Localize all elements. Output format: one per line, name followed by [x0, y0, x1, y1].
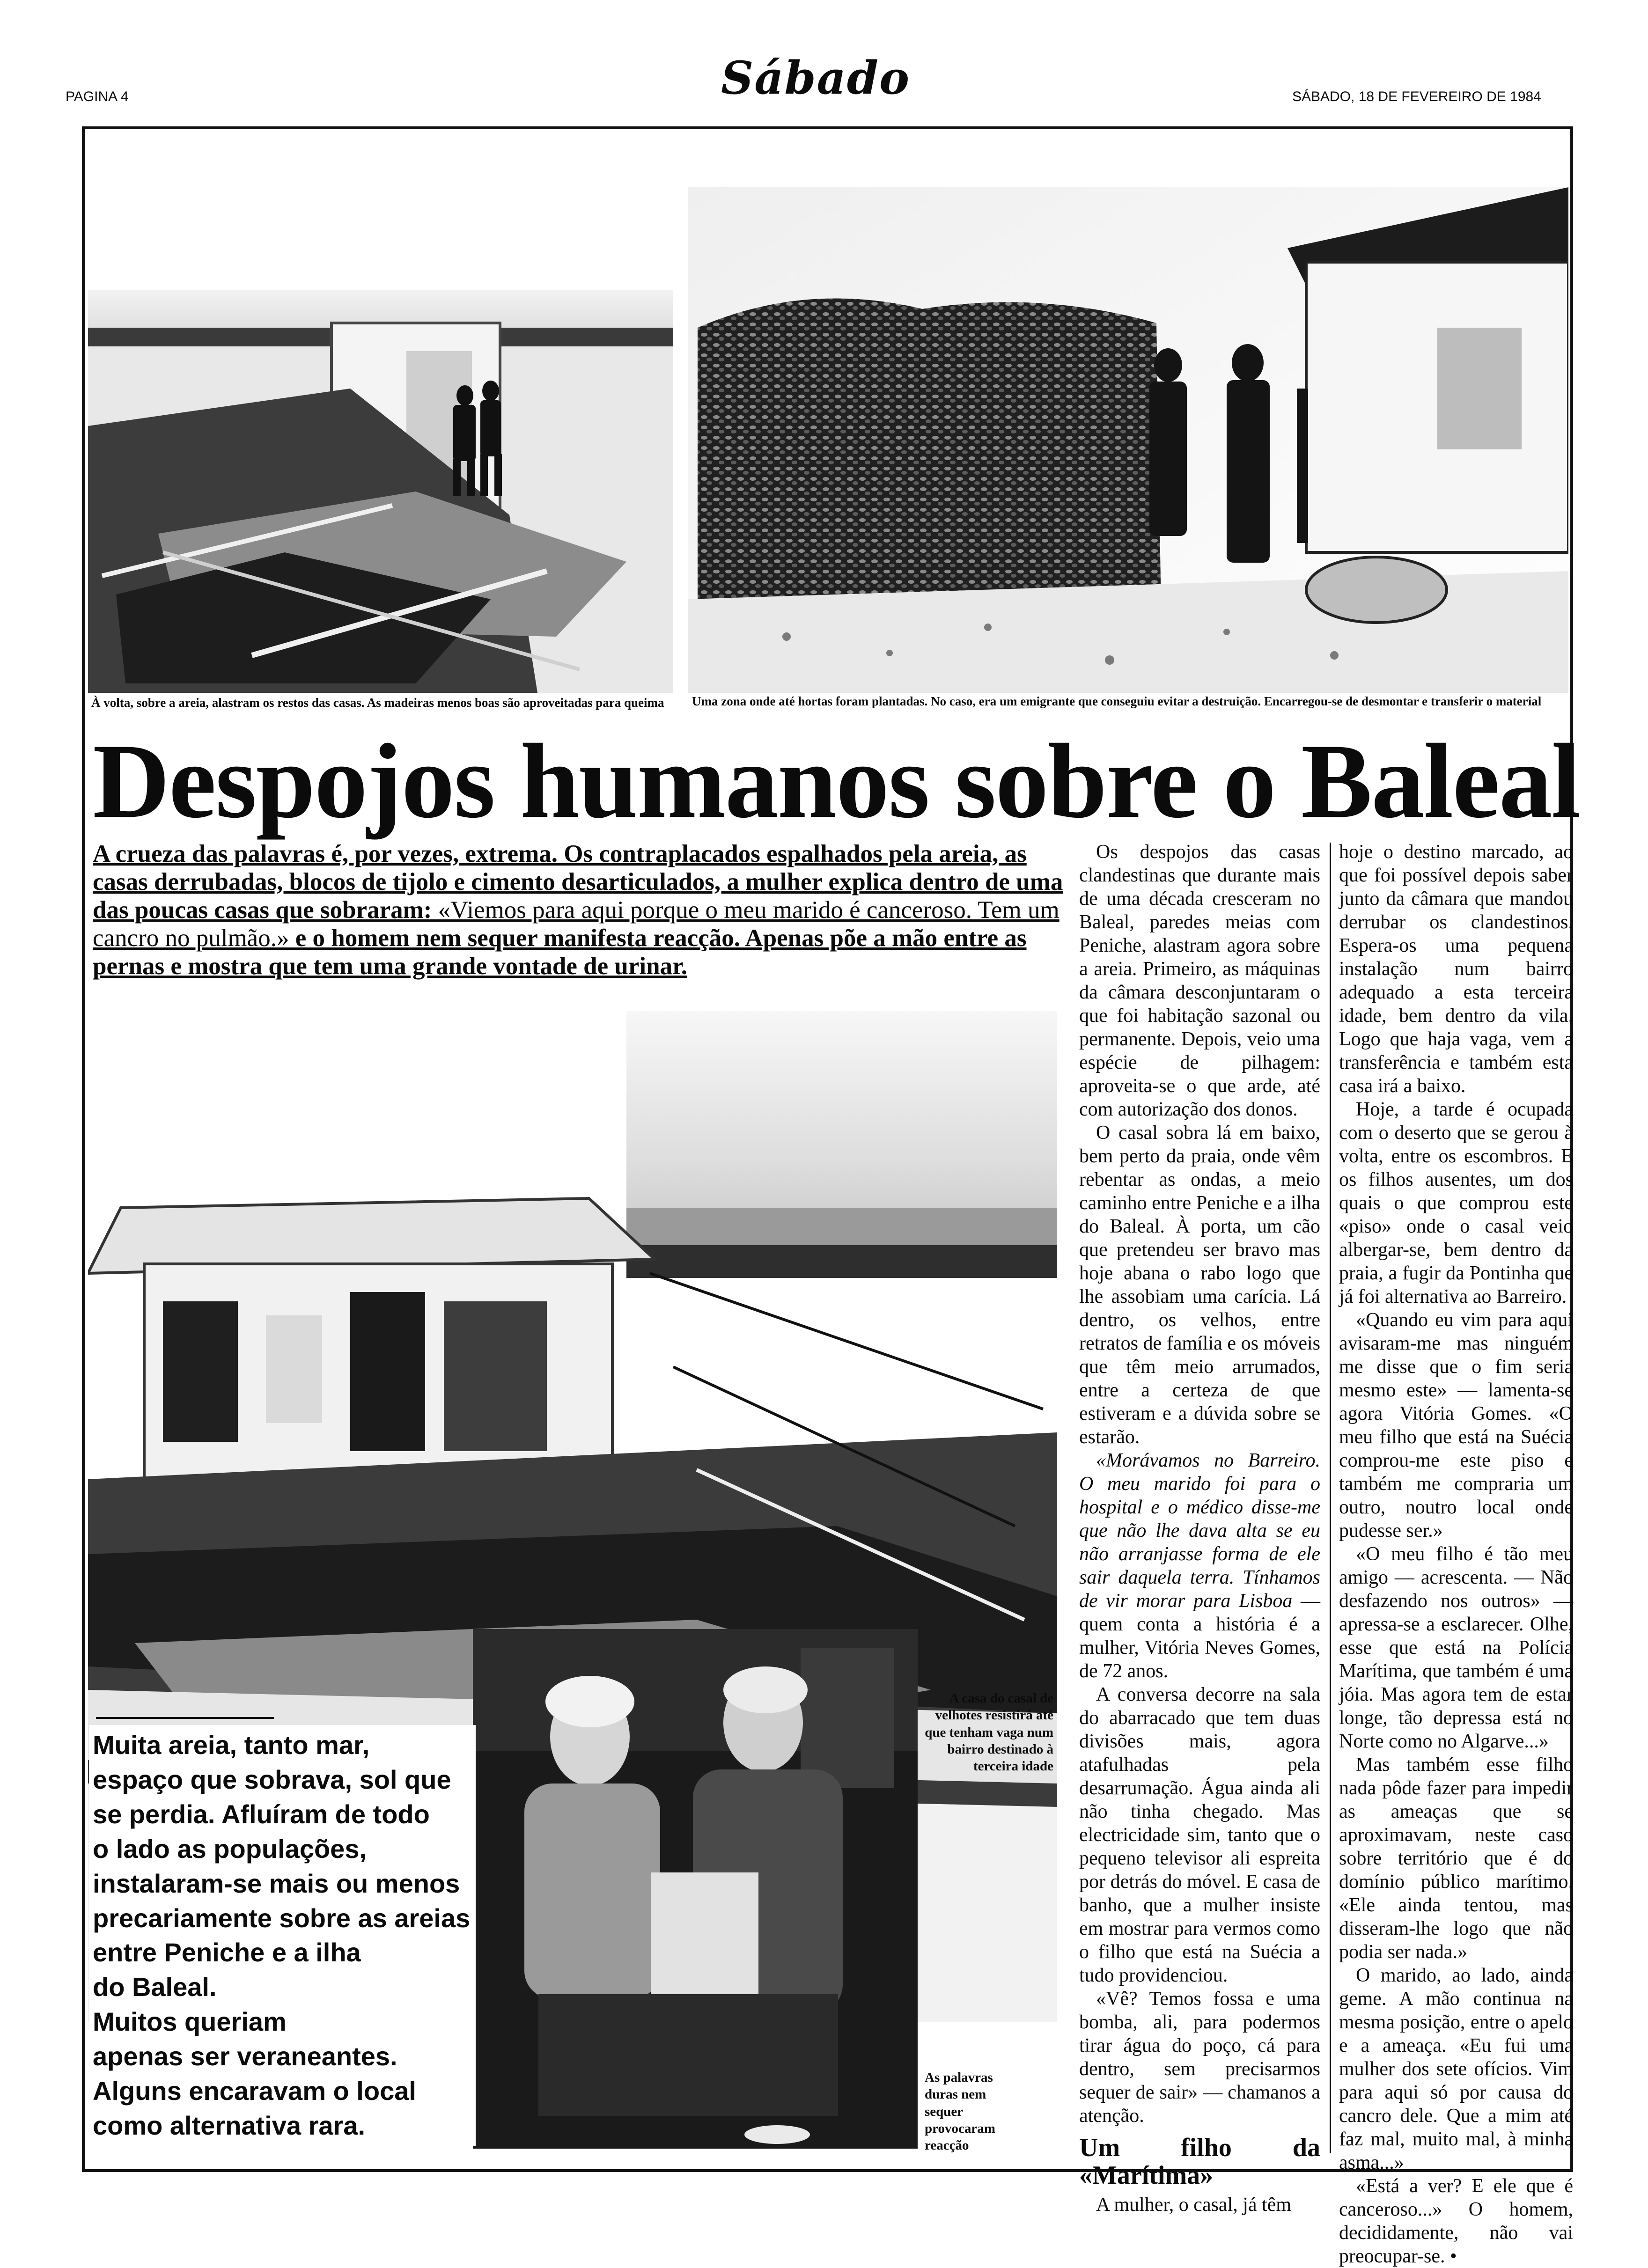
- pull-quote-line: se perdia. Afluíram de todo: [93, 1799, 430, 1829]
- photo-caption: À volta, sobre a areia, alastram os restos das casas. As madeiras menos boas são aproveitadas para queima: [91, 696, 664, 710]
- body-column-2: [1339, 840, 1573, 2268]
- photo-caption: As palavras duras nem sequer provocaram reacção: [925, 2070, 995, 2153]
- photo-ruined-houses: [88, 272, 673, 693]
- pull-quote-line: Muitos queriam: [93, 2007, 287, 2037]
- photo-hedge-garden: [688, 187, 1568, 693]
- lead-ending: e o homem nem sequer manifesta reacção. Apenas põe a mão entre as pernas e mostra que tem uma grande vontade de urinar.: [93, 924, 1027, 980]
- headline: Despojos humanos sobre o Baleal: [93, 722, 1580, 840]
- pull-quote-line: Alguns encaravam o local: [93, 2076, 416, 2106]
- pull-quote-rule: [96, 1717, 274, 1719]
- page-number: PAGINA 4: [66, 89, 129, 104]
- body-paragraph: «O meu filho é tão meu amigo — acrescenta. — Não desfazendo nos outros» — apressa-se a esclarecer. Olhe, esse que está na Polícia Marítima, que também é uma jóia. Mas agora tem de estar longe, tão depressa está no Norte como no Algarve...»: [1339, 1543, 1573, 1752]
- pull-quote-line: do Baleal.: [93, 1972, 217, 2002]
- pull-quote: [89, 1725, 476, 2146]
- issue-date: SÁBADO, 18 DE FEVEREIRO DE 1984: [1292, 89, 1541, 104]
- body-paragraph: «Quando eu vim para aqui avisaram-me mas ninguém me disse que o fim seria mesmo este» — lamenta-se agora Vitória Gomes. «O meu filho que está na Suécia comprou-me este piso e também me compraria um outro, noutro local onde pudesse ser.»: [1339, 1309, 1573, 1541]
- body-paragraph: [1079, 1449, 1320, 1683]
- body-column-1: [1079, 840, 1320, 2217]
- column-rule: [1330, 843, 1331, 2153]
- body-paragraph: O marido, ao lado, ainda geme. A mão continua na mesma posição, entre o apelo e a ameaça. «Eu fui uma mulher dos sete ofícios. Vim para aqui só por causa do cancro dele. Que a mim até faz mal, muito mal, à minha asma...»: [1339, 1965, 1573, 2173]
- body-paragraph: «Vê? Temos fossa e uma bomba, ali, para podermos tirar água do poço, cá para dentro, sem precisarmos sequer de sair» — chamanos a atenção.: [1079, 1988, 1320, 2127]
- quote-attribution: — quem conta a história é a mulher, Vitória Neves Gomes, de 72 anos.: [1079, 1590, 1320, 1682]
- body-paragraph: Mas também esse filho nada pôde fazer para impedir as ameaças que se aproximavam, neste caso sobre território que é do domínio público marítimo. «Ele ainda tentou, mas disseram-lhe logo que não podia ser nada.»: [1339, 1754, 1573, 1963]
- pull-quote-line: espaço que sobrava, sol que: [93, 1764, 451, 1794]
- lead-paragraph: [93, 840, 1076, 980]
- body-paragraph: O casal sobra lá em baixo, bem perto da praia, onde vêm rebentar as ondas, a meio caminho entre Peniche e a ilha do Baleal. À porta, um cão que pretendeu ser bravo mas hoje abana o rabo logo que lhe assobiam uma carícia. Lá dentro, os velhos, entre retratos de família e os móveis que têm meio arrumados, entre a certeza de que estiveram e a dúvida sobre se estarão.: [1079, 1122, 1320, 1448]
- body-paragraph: hoje o destino marcado, ao que foi possível depois saber junto da câmara que mandou derrubar os clandestinos. Espera-os uma pequena instalação num bairro adequado a esta terceira idade, bem dentro da vila. Logo que haja vaga, vem a transferência e também esta casa irá a baixo.: [1339, 841, 1573, 1097]
- body-paragraph: Os despojos das casas clandestinas que durante mais de uma década cresceram no Baleal, paredes meias com Peniche, alastram agora sobre a areia. Primeiro, as máquinas da câmara desconjuntaram o que foi habitação sazonal ou permanente. Depois, veio uma espécie de pilhagem: aproveita-se o que arde, até com autorização dos donos.: [1079, 841, 1320, 1120]
- lead-intro: A crueza das palavras é, por vezes, extrema. Os contraplacados espalhados pela areia, as casas derrubadas, blocos de tijolo e cimento desarticulados, a mulher explica dentro de uma das poucas casas que sobraram:: [93, 840, 1063, 924]
- pull-quote-line: apenas ser veraneantes.: [93, 2041, 397, 2071]
- body-paragraph: A mulher, o casal, já têm: [1096, 2194, 1292, 2216]
- photo-caption: A casa do casal de velhotes resistirá até que tenham vaga num bairro destinado à terceira idade: [925, 1691, 1053, 1774]
- pull-quote-line: Muita areia, tanto mar,: [93, 1730, 370, 1760]
- quote-italic: «Morávamos no Barreiro. O meu marido foi para o hospital e o médico disse-me que não lhe dava alta se eu não arranjasse forma de ele sair daquela terra. Tínhamos de vir morar para Lisboa: [1079, 1450, 1320, 1612]
- body-paragraph: A conversa decorre na sala do abarracado que tem duas divisões mais, agora atafulhadas pela desarrumação. Água ainda ali não tinha chegado. Mas electricidade sim, tanto que o pequeno televisor ali espreita por detrás do móvel. E casa de banho, que a mulher insiste em mostrar para vermos como o filho que está na Suécia a tudo providenciou.: [1079, 1684, 1320, 1986]
- photo-hedge-garden-image: [688, 187, 1568, 693]
- body-paragraph: Hoje, a tarde é ocupada com o deserto que se gerou à volta, entre os escombros. E os filhos ausentes, um dos quais o que comprou este «piso» onde o casal veio albergar-se, bem dentro da praia, a fugir da Pontinha que já foi alternativa ao Barreiro.: [1339, 1099, 1573, 1307]
- photo-caption: Uma zona onde até hortas foram plantadas. No caso, era um emigrante que conseguiu evitar a destruição. Encarregou-se de desmontar e transferir o material: [692, 694, 1542, 708]
- pull-quote-line: instalaram-se mais ou menos: [93, 1868, 460, 1898]
- pull-quote-line: precariamente sobre as areias: [93, 1903, 471, 1933]
- photo-elderly-couple-image: [473, 1629, 918, 2149]
- photo-ruined-houses-image: [88, 272, 673, 693]
- pull-quote-line: entre Peniche e a ilha: [93, 1938, 361, 1967]
- lead-quote: «Viemos para aqui porque o meu marido é canceroso. Tem um cancro no pulmão.»: [93, 896, 1059, 952]
- pull-quote-line: como alternativa rara.: [93, 2110, 366, 2140]
- body-paragraph: «Está a ver? E ele que é canceroso...» O homem, decididamente, não vai preocupar-se. •: [1339, 2175, 1573, 2267]
- subheading: Um filho da «Marítima»: [1079, 2133, 1320, 2190]
- photo-elderly-couple: [473, 1629, 918, 2149]
- masthead-logo: Sábado: [721, 51, 911, 104]
- pull-quote-line: o lado as populações,: [93, 1834, 367, 1864]
